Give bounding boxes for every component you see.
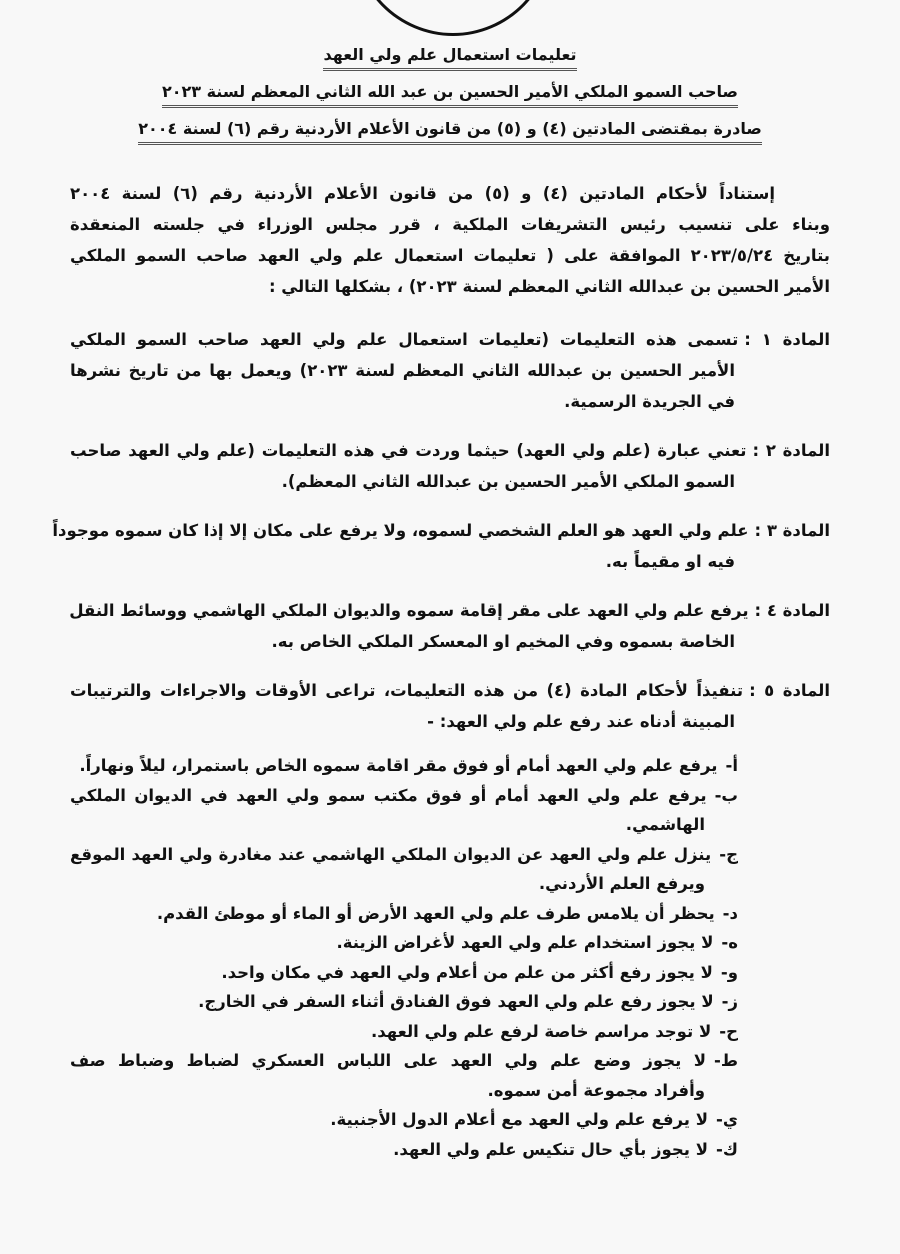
- article-text: تعني عبارة (علم ولي العهد) حيثما وردت في هذه التعليمات (علم ولي العهد صاحب: [70, 441, 747, 460]
- list-item: [70, 958, 830, 988]
- item-marker: و-: [720, 962, 738, 982]
- preamble-line: إستناداً لأحكام المادتين (٤) و (٥) من قانون الأعلام الأردنية رقم (٦) لسنة ٢٠٠٤: [70, 184, 775, 203]
- article-text: الأمير الحسين بن عبدالله الثاني المعظم لسنة ٢٠٢٣) ويعمل بها من تاريخ نشرها: [70, 361, 735, 380]
- article-5-items: [70, 751, 830, 1164]
- item-marker: ب-: [714, 785, 738, 805]
- official-seal: [352, 0, 554, 36]
- item-text: لا يرفع علم ولي العهد مع أعلام الدول الأجنبية.: [330, 1110, 709, 1129]
- article-label: المادة ١ :: [744, 330, 831, 349]
- list-item: [70, 1105, 830, 1135]
- item-text: وأفراد مجموعة أمن سموه.: [487, 1080, 705, 1100]
- item-text: ويرفع العلم الأردني.: [538, 874, 705, 893]
- article-3: [52, 515, 830, 577]
- document-title: تعليمات استعمال علم ولي العهد: [323, 44, 576, 71]
- item-text: لا يجوز بأي حال تنكيس علم ولي العهد.: [393, 1139, 709, 1159]
- article-label: المادة ٣ :: [754, 521, 830, 540]
- article-text: تسمى هذه التعليمات (تعليمات استعمال علم ولي العهد صاحب السمو الملكي: [70, 330, 739, 349]
- article-5: [70, 675, 830, 737]
- item-marker: د-: [722, 903, 738, 923]
- article-text: يرفع علم ولي العهد على مقر إقامة سموه والديوان الملكي الهاشمي ووسائط النقل: [69, 601, 749, 620]
- preamble: [70, 178, 830, 302]
- item-marker: أ-: [725, 756, 738, 775]
- list-item: [70, 1017, 830, 1047]
- list-item: [70, 751, 830, 781]
- item-text: لا يجوز استخدام علم ولي العهد لأغراض الزينة.: [336, 933, 714, 952]
- document-subtitle: صاحب السمو الملكي الأمير الحسين بن عبد الله الثاني المعظم لسنة ٢٠٢٣: [162, 81, 738, 108]
- article-1: [70, 324, 830, 417]
- item-text: لا توجد مراسم خاصة لرفع علم ولي العهد.: [370, 1021, 712, 1041]
- article-text: تنفيذاً لأحكام المادة (٤) من هذه التعليمات، تراعى الأوقات والاجراءات والترتيبات: [70, 681, 744, 700]
- item-text: يحظر أن يلامس طرف علم ولي العهد الأرض أو الماء أو موطئ القدم.: [156, 903, 715, 923]
- article-2: [70, 435, 830, 497]
- preamble-line: وبناء على تنسيب رئيس التشريفات الملكية ، قرر مجلس الوزراء في جلسته المنعقدة: [70, 215, 830, 234]
- article-label: المادة ٢ :: [752, 441, 830, 460]
- list-item: [70, 1046, 830, 1105]
- article-label: المادة ٤ :: [754, 601, 830, 620]
- item-text: يرفع علم ولي العهد أمام أو فوق مكتب سمو ولي العهد في الديوان الملكي: [70, 785, 707, 805]
- item-marker: ح-: [719, 1021, 738, 1041]
- document-legal-basis: صادرة بمقتضى المادتين (٤) و (٥) من قانون الأعلام الأردنية رقم (٦) لسنة ٢٠٠٤: [138, 118, 762, 145]
- document-body: [52, 178, 831, 1164]
- item-marker: ط-: [714, 1051, 738, 1070]
- article-text: الخاصة بسموه وفي المخيم او المعسكر الملكي الخاص به.: [271, 632, 735, 651]
- list-item: [70, 840, 830, 899]
- item-text: ينزل علم ولي العهد عن الديوان الملكي الهاشمي عند مغادرة ولي العهد الموقع: [70, 844, 712, 864]
- list-item: [70, 899, 830, 929]
- article-text: علم ولي العهد هو العلم الشخصي لسموه، ولا يرفع على مكان إلا إذا كان سموه موجوداً: [52, 521, 749, 540]
- document-header: [0, 44, 900, 155]
- preamble-line: الأمير الحسين بن عبدالله الثاني المعظم لسنة ٢٠٢٣) ، بشكلها التالي :: [268, 277, 830, 296]
- article-text: فيه او مقيماً به.: [605, 552, 735, 571]
- article-text: السمو الملكي الأمير الحسين بن عبدالله الثاني المعظم).: [281, 472, 735, 491]
- item-marker: ي-: [716, 1110, 738, 1129]
- item-text: لا يجوز وضع علم ولي العهد على اللباس العسكري لضباط وضباط صف: [70, 1051, 706, 1070]
- item-text: يرفع علم ولي العهد أمام أو فوق مقر اقامة سموه الخاص باستمرار، ليلاً ونهاراً.: [79, 756, 718, 775]
- item-marker: ه-: [721, 933, 738, 952]
- list-item: [70, 987, 830, 1017]
- item-text: لا يجوز رفع علم ولي العهد فوق الفنادق أثناء السفر في الخارج.: [198, 992, 714, 1011]
- article-label: المادة ٥ :: [749, 681, 831, 700]
- list-item: [70, 1135, 830, 1165]
- item-text: لا يجوز رفع أكثر من علم من أعلام ولي العهد في مكان واحد.: [221, 962, 713, 982]
- article-4: [70, 595, 830, 657]
- article-text: المبينة أدناه عند رفع علم ولي العهد: -: [427, 712, 735, 731]
- item-marker: ج-: [719, 844, 738, 864]
- item-marker: ك-: [716, 1139, 738, 1159]
- preamble-line: بتاريخ ٢٠٢٣/٥/٢٤ الموافقة على ( تعليمات استعمال علم ولي العهد صاحب السمو الملكي: [70, 246, 830, 265]
- list-item: [70, 781, 830, 840]
- item-text: الهاشمي.: [625, 815, 705, 834]
- item-marker: ز-: [721, 992, 738, 1011]
- article-text: في الجريدة الرسمية.: [564, 392, 735, 411]
- list-item: [70, 928, 830, 958]
